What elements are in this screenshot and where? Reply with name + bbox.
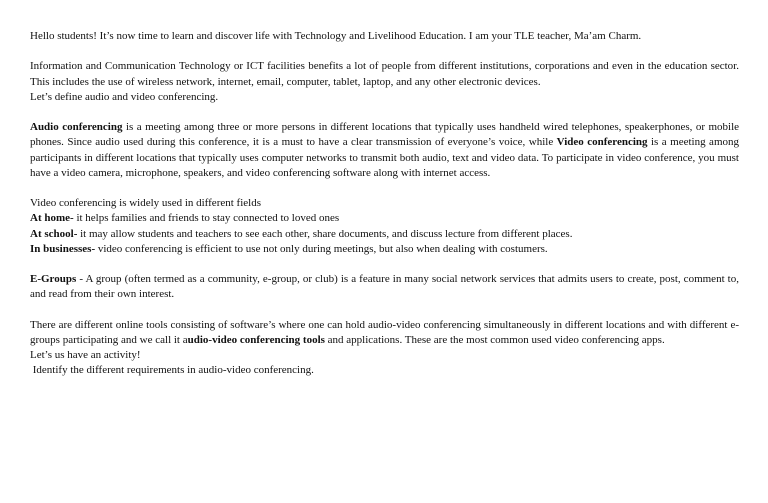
spacer [30, 303, 739, 318]
spacer [30, 181, 739, 196]
video-conferencing-definition: is a meeting among participants in different locations that typically uses computer networks to transmit both audio, text and video data. To participate in video conference, you must have a video camera, microphone, speakers, and video conferencing software along with internet access. [30, 136, 739, 179]
tools-text-start: There are different online tools consisting of software’s where one can hold audio-video conferencing simultaneously in different locations and with different e-groups participating and we call it a [30, 318, 739, 346]
tools-term: udio-video conferencing tools [187, 333, 325, 346]
identify-line: Identify the different requirements in audio-video conferencing. [30, 364, 314, 377]
intro-paragraph: Hello students! It’s now time to learn and discover life with Technology and Livelihood Education. I am your TLE teacher, Ma’am Charm. [30, 30, 642, 42]
field-item-business [30, 242, 739, 257]
egroups-definition: - A group (often termed as a community, e-group, or club) is a feature in many social network services that admits users to create, post, comment to, and read from their own interest. [30, 273, 739, 301]
spacer [30, 105, 739, 120]
define-line: Let’s define audio and video conferencing. [30, 90, 219, 103]
field-label: At school- [30, 227, 78, 240]
field-item-home [30, 211, 739, 226]
activity-line: Let’s us have an activity! [30, 349, 141, 362]
field-text: it may allow students and teachers to see each other, share documents, and discuss lecture from different places. [77, 227, 573, 240]
audio-conferencing-definition: is a meeting among three or more persons in different locations that typically uses handheld wired telephones, speakerphones, or mobile phones. Since audio used during this conference, it is a must to have a clear transmission of everyone’s voice, while [30, 121, 740, 149]
fields-intro: Video conferencing is widely used in different fields [30, 197, 261, 210]
tools-paragraph [30, 318, 739, 348]
egroups-term: E-Groups [30, 273, 77, 286]
audio-video-paragraph [30, 120, 739, 181]
egroups-paragraph [30, 272, 739, 302]
tools-text-end: and applications. These are the most common used video conferencing apps. [324, 333, 665, 346]
audio-conferencing-term: Audio conferencing [30, 121, 123, 134]
field-text: video conferencing is efficient to use not only during meetings, but also when dealing with costumers. [95, 242, 548, 255]
ict-paragraph: Information and Communication Technology or ICT facilities benefits a lot of people from different institutions, corporations and even in the education sector. This includes the use of wireless network, internet, email, computer, tablet, laptop, and any other electronic devices. [30, 60, 739, 88]
video-conferencing-term: Video conferencing [556, 136, 648, 149]
field-text: it helps families and friends to stay connected to loved ones [73, 212, 340, 225]
field-label: In businesses- [30, 242, 96, 255]
field-item-school [30, 227, 739, 242]
spacer [30, 44, 739, 59]
field-label: At home- [30, 212, 74, 225]
document-body [30, 29, 739, 379]
spacer [30, 257, 739, 272]
